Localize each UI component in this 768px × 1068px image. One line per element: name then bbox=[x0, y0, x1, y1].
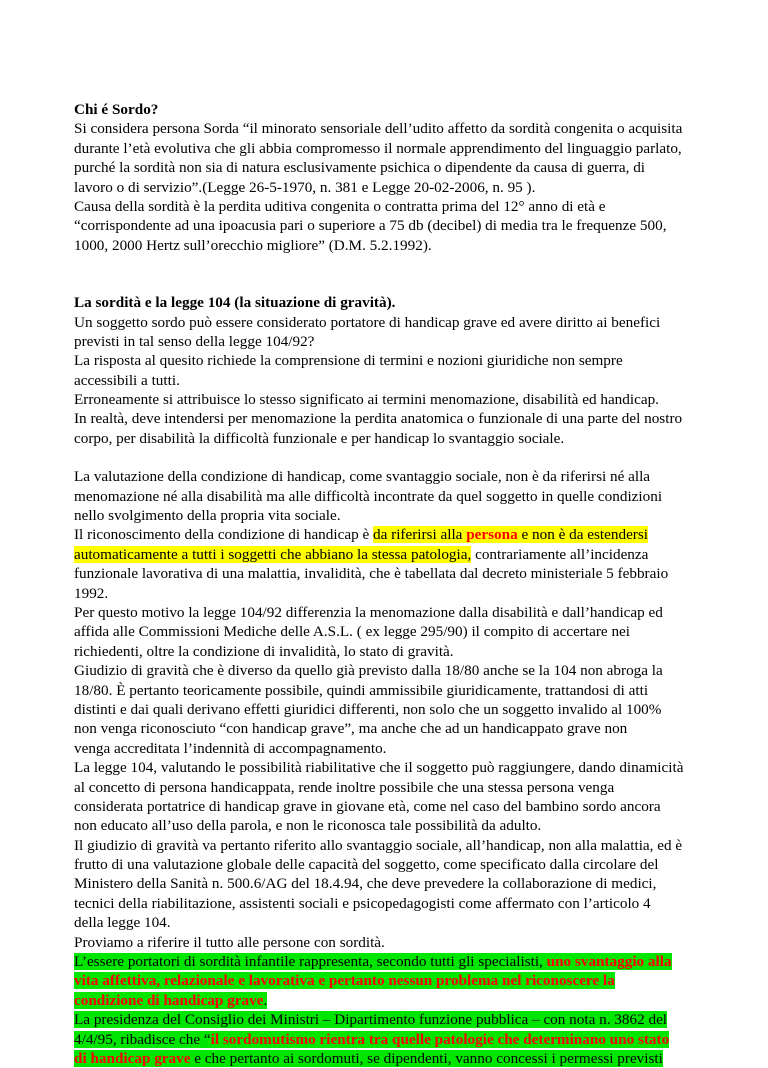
green-highlight-line bbox=[74, 971, 714, 990]
highlighted-text: e che pertanto ai sordomuti, se dipendenti, vanno concessi i permessi previsti bbox=[190, 1049, 663, 1067]
spacer bbox=[74, 255, 714, 293]
section-title-chi-e-sordo: Chi é Sordo? bbox=[74, 101, 159, 118]
green-highlight-line bbox=[74, 1010, 714, 1029]
text-line: al concetto di persona handicappata, rende inoltre possibile che una stessa persona venga bbox=[74, 778, 615, 796]
text-line: funzionale lavorativa di una malattia, invalidità, che è tabellata dal decreto ministeriale 5 febbraio bbox=[74, 565, 669, 583]
text-line: Proviamo a riferire il tutto alle persone con sordità. bbox=[74, 933, 385, 951]
text-line: durante l’età evolutiva che gli abbia compromesso il normale apprendimento del linguaggio parlato, bbox=[74, 139, 682, 157]
text-line: purché la sordità non sia di natura esclusivamente psichica o dipendente da causa di guerra, di bbox=[74, 159, 646, 177]
text-line: Erroneamente si attribuisce lo stesso significato ai termini menomazione, disabilità ed handicap. bbox=[74, 391, 659, 409]
text-line: nello svolgimento della propria vita sociale. bbox=[74, 507, 341, 525]
text-line: corpo, per disabilità la difficoltà funzionale e per handicap lo svantaggio sociale. bbox=[74, 429, 565, 447]
section1-body bbox=[74, 119, 714, 255]
text-line: 18/80. È pertanto teoricamente possibile, quindi ammissibile giuridicamente, trattandosi di atti bbox=[74, 681, 649, 699]
text-line: Ministero della Sanità n. 500.6/AG del 18.4.94, che deve prevedere la collaborazione di medici, bbox=[74, 875, 657, 893]
text-line: affida alle Commissioni Mediche delle A.S.L. ( ex legge 295/90) il compito di accertare nei bbox=[74, 623, 631, 641]
text-line: considerata portatrice di handicap grave in giovane età, come nel caso del bambino sordo ancora bbox=[74, 797, 661, 815]
text-line: richiedenti, oltre la condizione di invalidità, lo stato di gravità. bbox=[74, 642, 454, 660]
highlighted-red-text: vita affettiva, relazionale e lavorativa e pertanto nessun problema nel riconoscere la bbox=[74, 972, 615, 990]
text-line: 1000, 2000 Hertz sull’orecchio migliore” (D.M. 5.2.1992). bbox=[74, 236, 432, 254]
highlighted-red-text: il sordomutismo rientra tra quelle patologie che determinano uno stato bbox=[210, 1030, 670, 1048]
highlighted-text: e non è da estendersi bbox=[517, 526, 648, 544]
highlighted-text: La presidenza del Consiglio dei Ministri – Dipartimento funzione pubblica – con nota n. 3862 del bbox=[74, 1011, 668, 1029]
text-line: venga accreditata l’indennità di accompagnamento. bbox=[74, 739, 387, 757]
text-line: lavoro o di servizio”.(Legge 26-5-1970, n. 381 e Legge 20-02-2006, n. 95 ). bbox=[74, 178, 536, 196]
text-line: tecnici della riabilitazione, assistenti sociali e psicopedagogisti come affermato con l’articolo 4 bbox=[74, 894, 651, 912]
text-line: La valutazione della condizione di handicap, come svantaggio sociale, non è da riferirsi né alla bbox=[74, 468, 651, 486]
text-line: La risposta al quesito richiede la comprensione di termini e nozioni giuridiche non sempre bbox=[74, 352, 623, 370]
highlighted-text: . bbox=[263, 991, 268, 1009]
highlighted-text: L’essere portatori di sordità infantile rappresenta, secondo tutti gli specialisti, bbox=[74, 953, 547, 971]
text-line: 1992. bbox=[74, 584, 109, 602]
text-line: della legge 104. bbox=[74, 914, 171, 932]
text-line: Giudizio di gravità che è diverso da quello già previsto dalla 18/80 anche se la 104 non abroga la bbox=[74, 662, 663, 680]
text-line: Il giudizio di gravità va pertanto riferito allo svantaggio sociale, all’handicap, non alla malattia, ed è bbox=[74, 836, 683, 854]
text-line: accessibili a tutti. bbox=[74, 371, 180, 389]
text-run: Il riconoscimento della condizione di handicap è bbox=[74, 526, 374, 544]
text-line: previsti in tal senso della legge 104/92? bbox=[74, 332, 315, 350]
text-line: Per questo motivo la legge 104/92 differenzia la menomazione dalla disabilità e dall’handicap ed bbox=[74, 603, 663, 621]
green-highlight-line bbox=[74, 1049, 714, 1068]
green-highlight-line bbox=[74, 952, 714, 971]
highlighted-text: da riferirsi alla bbox=[373, 526, 467, 544]
text-line: Un soggetto sordo può essere considerato portatore di handicap grave ed avere diritto ai benefici bbox=[74, 313, 661, 331]
text-line: La legge 104, valutando le possibilità riabilitative che il soggetto può raggiungere, dando dinamicità bbox=[74, 759, 684, 777]
section3-body bbox=[74, 467, 714, 1068]
document-page bbox=[74, 100, 714, 1068]
text-line: In realtà, deve intendersi per menomazione la perdita anatomica o funzionale di una parte del nostro bbox=[74, 410, 683, 428]
spacer bbox=[74, 448, 714, 467]
highlighted-red-text: di handicap grave bbox=[74, 1049, 191, 1067]
text-line: distinti e dai quali derivano effetti giuridici differenti, non solo che un soggetto invalido al 100% bbox=[74, 700, 662, 718]
section-title-legge-104: La sordità e la legge 104 (la situazione di gravità). bbox=[74, 294, 396, 312]
highlighted-red-text: uno svantaggio alla bbox=[546, 953, 672, 971]
text-line: Causa della sordità è la perdita uditiva congenita o contratta prima del 12° anno di età e bbox=[74, 197, 606, 215]
text-line: menomazione né alla disabilità ma alle difficoltà incontrate da quel soggetto in quelle condizioni bbox=[74, 487, 663, 505]
text-line: non educato all’uso della parola, e non le riconosca tale possibilità da adulto. bbox=[74, 817, 542, 835]
text-line-riconoscimento bbox=[74, 525, 714, 544]
text-line: non venga riconosciuto “con handicap grave”, ma anche che ad un handicappato grave non bbox=[74, 720, 628, 738]
highlighted-text: automaticamente a tutti i soggetti che abbiano la stessa patologia, bbox=[74, 545, 472, 563]
text-line: Si considera persona Sorda “il minorato sensoriale dell’udito affetto da sordità congenita o acquisita bbox=[74, 120, 683, 138]
text-line: frutto di una valutazione globale delle capacità del soggetto, come specificato dalla circolare del bbox=[74, 856, 659, 874]
green-highlight-line bbox=[74, 1030, 714, 1049]
text-line: “corrispondente ad una ipoacusia pari o superiore a 75 db (decibel) di media tra le frequenze 500, bbox=[74, 217, 667, 235]
highlighted-red-text: condizione di handicap grave bbox=[74, 991, 264, 1009]
section2-body bbox=[74, 313, 714, 449]
text-run: contrariamente all’incidenza bbox=[471, 545, 649, 563]
highlighted-red-text: persona bbox=[466, 526, 518, 544]
text-line-automaticamente bbox=[74, 545, 714, 564]
highlighted-text: 4/4/95, ribadisce che “ bbox=[74, 1030, 211, 1048]
